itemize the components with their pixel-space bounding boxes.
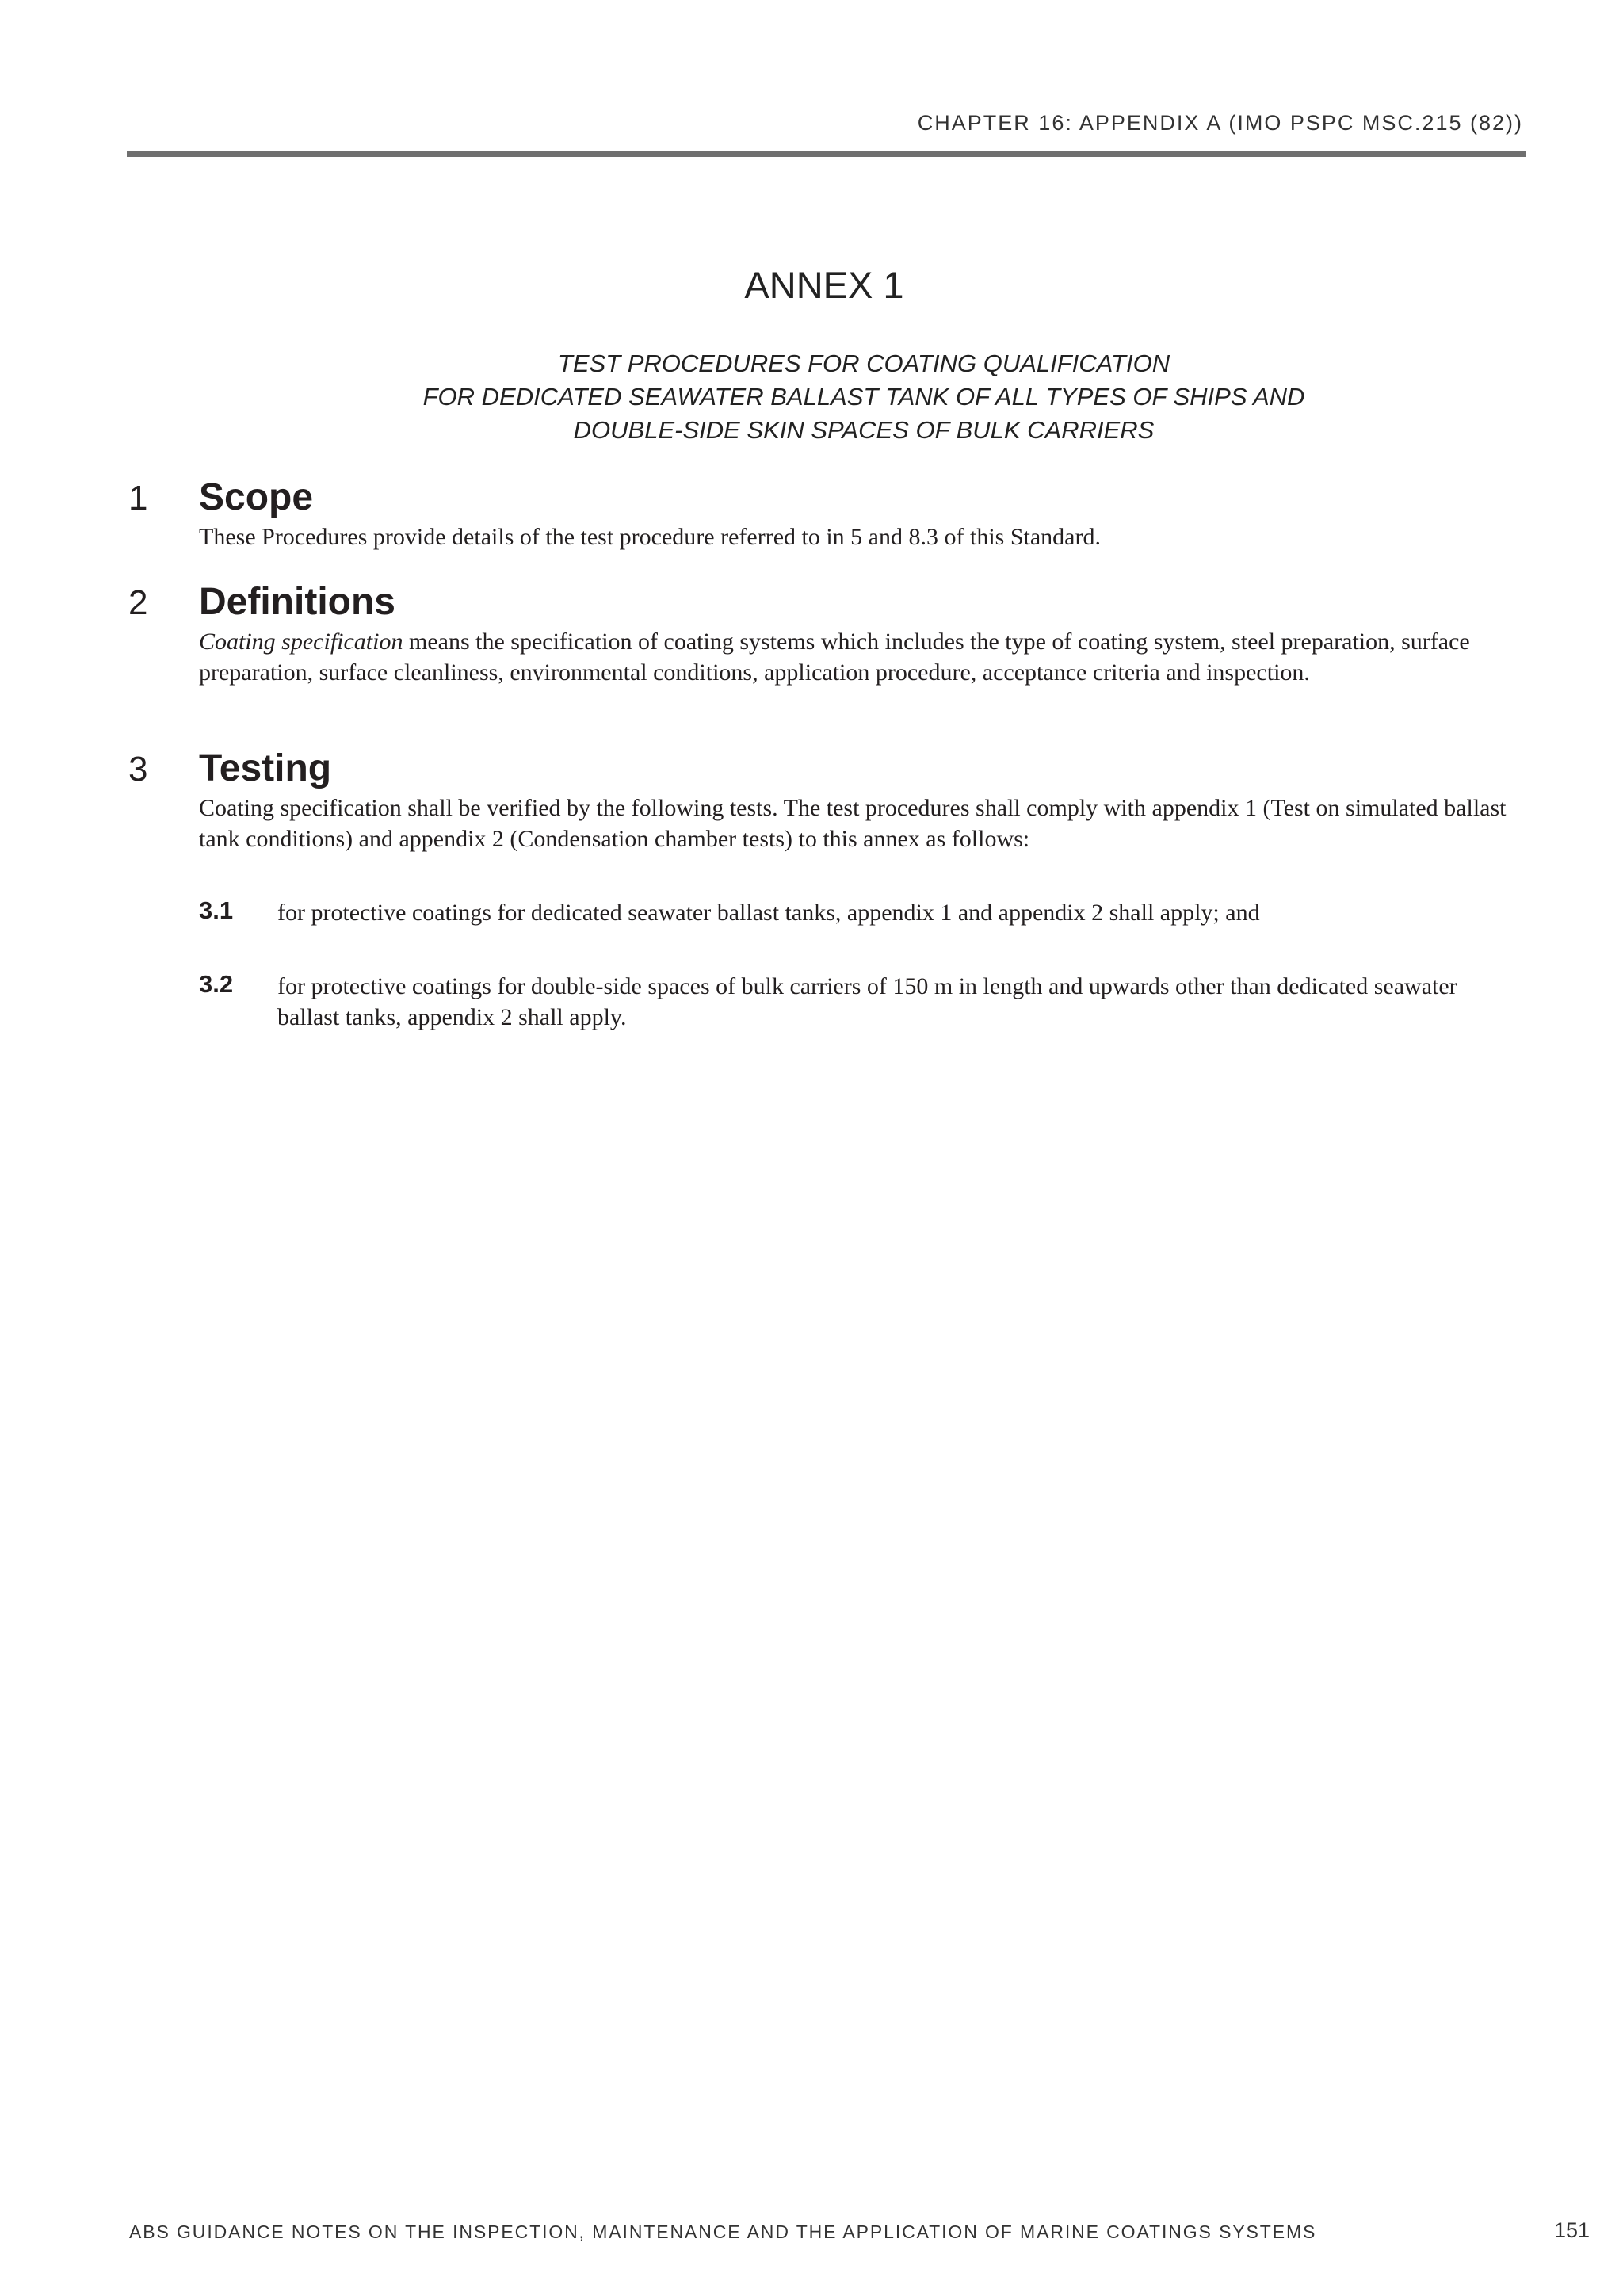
- section-number: 1: [128, 479, 148, 518]
- section-heading-scope: [128, 476, 313, 519]
- section-title: Definitions: [199, 581, 395, 623]
- section-body-definitions: [199, 626, 1530, 688]
- footer-publication: ABS GUIDANCE NOTES ON THE INSPECTION, MAINTENANCE AND THE APPLICATION OF MARINE COATINGS SYSTEMS: [129, 2222, 1317, 2242]
- defined-term: Coating specification: [199, 628, 403, 655]
- annex-subtitle-line: TEST PROCEDURES FOR COATING QUALIFICATION: [557, 350, 1170, 377]
- running-header: CHAPTER 16: APPENDIX A (IMO PSPC MSC.215 (82)): [917, 111, 1523, 135]
- section-body-testing: Coating specification shall be verified by the following tests. The test procedures shall comply with appendix 1 (Test on simulated ballast tank conditions) and appendix 2 (Condensation chamber tests) to this annex as follows:: [199, 795, 1507, 852]
- subsection-number: 3.1: [199, 896, 234, 924]
- annex-subtitle-line: FOR DEDICATED SEAWATER BALLAST TANK OF ALL TYPES OF SHIPS AND: [422, 383, 1305, 411]
- header-rule: [127, 151, 1526, 157]
- section-heading-definitions: [128, 580, 395, 624]
- annex-subtitle-line: DOUBLE-SIDE SKIN SPACES OF BULK CARRIERS: [573, 416, 1155, 444]
- subsection-text: for protective coatings for dedicated seawater ballast tanks, appendix 1 and appendix 2 shall apply; and: [277, 900, 1260, 926]
- section-heading-testing: [128, 747, 331, 790]
- section-number: 3: [128, 750, 148, 789]
- section-body-scope: These Procedures provide details of the test procedure referred to in 5 and 8.3 of this Standard.: [199, 524, 1101, 550]
- section-title: Scope: [199, 476, 314, 518]
- section-number: 2: [128, 583, 148, 622]
- subsection-text: for protective coatings for double-side spaces of bulk carriers of 150 m in length and upwards other than dedicated seawater ballast tanks, appendix 2 shall apply.: [277, 973, 1457, 1030]
- page-number: 151: [1553, 2218, 1590, 2242]
- annex-title: ANNEX 1: [744, 264, 904, 306]
- annex-subtitle: [0, 347, 1623, 447]
- subsection-number: 3.2: [199, 970, 234, 998]
- section-title: Testing: [199, 747, 332, 789]
- definition-text: means the specification of coating systems which includes the type of coating system, steel preparation, surface preparation, surface cleanliness, environmental conditions, application procedure, acceptance criteria and inspection.: [199, 628, 1470, 686]
